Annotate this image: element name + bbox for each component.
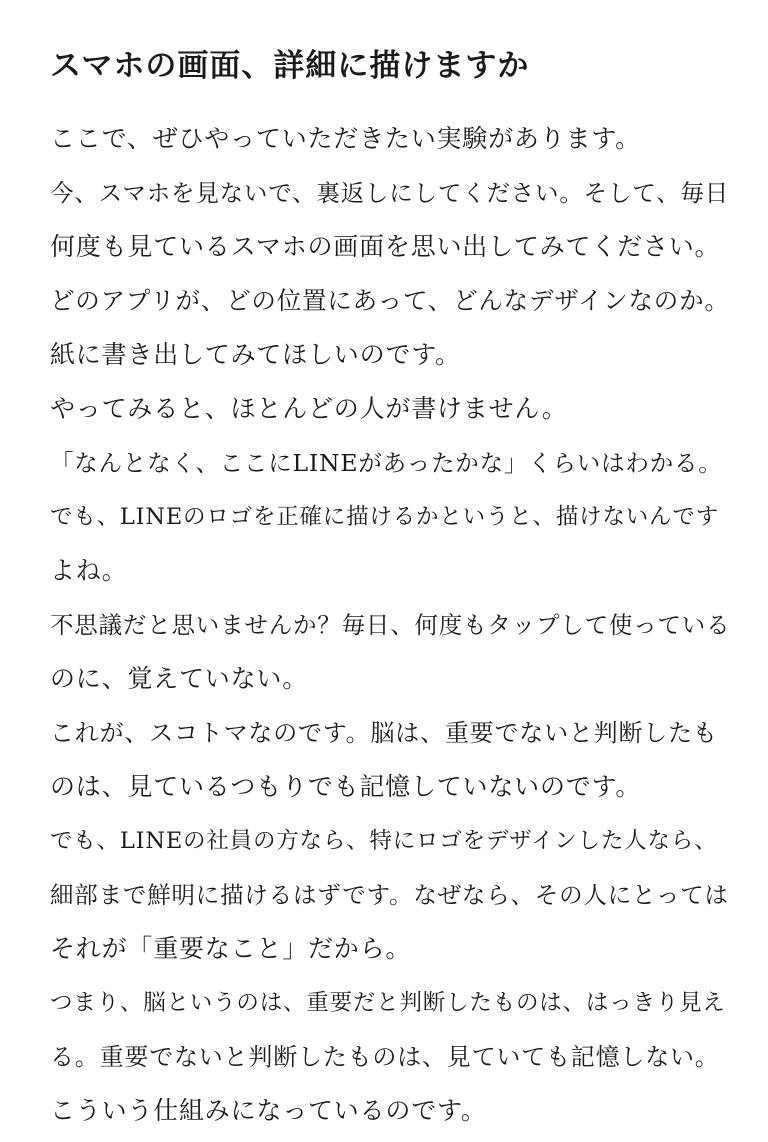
body-line-17: つまり、脳というのは、重要だと判断したものは、はっきり見え bbox=[50, 990, 726, 1016]
body-line-5: 紙に書き出してみてほしいのです。 bbox=[50, 340, 461, 369]
article-body bbox=[50, 112, 730, 1138]
body-line-16: それが「重要なこと」だから。 bbox=[50, 934, 412, 963]
body-line-11: のに、覚えていない。 bbox=[50, 664, 309, 693]
body-line-12: これが、スコトマなのです。脳は、重要でないと判断したも bbox=[50, 719, 718, 747]
body-line-19: こういう仕組みになっているのです。 bbox=[50, 1096, 487, 1125]
body-line-1: ここで、ぜひやっていただきたい実験があります。 bbox=[50, 124, 641, 153]
body-line-13: のは、見ているつもりでも記憶していないのです。 bbox=[50, 772, 642, 801]
body-line-7: 「なんとなく、ここにLINEがあったかな」くらいはわかる。 bbox=[50, 449, 723, 477]
body-line-14: でも、LINEの社員の方なら、特にロゴをデザインした人なら、 bbox=[50, 828, 718, 854]
body-line-15: 細部まで鮮明に描けるはずです。なぜなら、その人にとっては bbox=[50, 881, 729, 909]
body-line-6: やってみると、ほとんどの人が書けません。 bbox=[50, 394, 568, 423]
body-line-2: 今、スマホを見ないで、裏返しにしてください。そして、毎日 bbox=[50, 179, 729, 207]
body-line-4: どのアプリが、どの位置にあって、どんなデザインなのか。 bbox=[50, 286, 730, 315]
body-line-3: 何度も見ているスマホの画面を思い出してみてください。 bbox=[50, 232, 721, 261]
body-line-10: 不思議だと思いませんか？毎日、何度もタップして使っている bbox=[50, 611, 731, 639]
body-line-9: よね。 bbox=[50, 556, 128, 585]
body-line-18: る。重要でないと判断したものは、見ていても記憶しない。 bbox=[50, 1043, 720, 1071]
body-line-8: でも、LINEのロゴを正確に描けるかというと、描けないんです bbox=[50, 504, 719, 530]
article-title: スマホの画面、詳細に描けますか bbox=[50, 48, 530, 84]
